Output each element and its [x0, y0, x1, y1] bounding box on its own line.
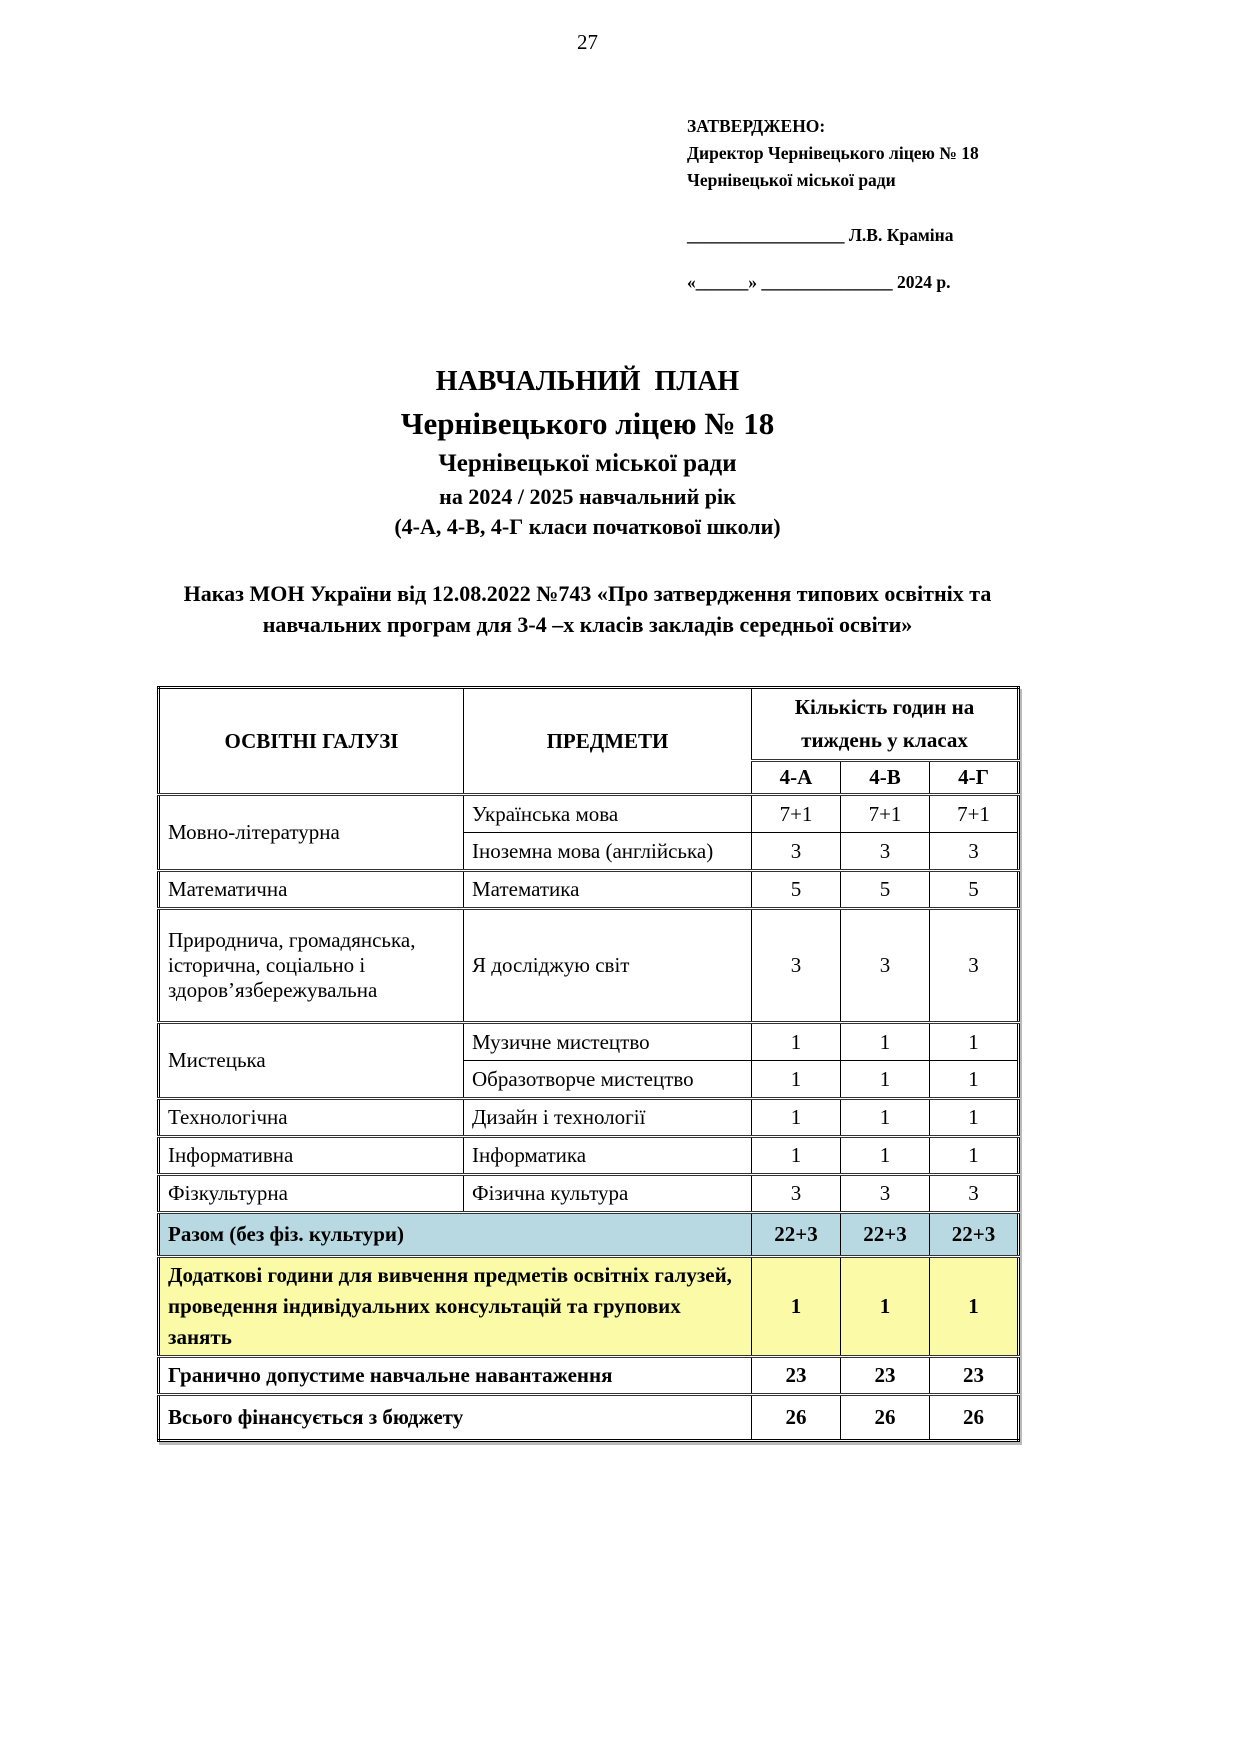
- total-row: [159, 1213, 1019, 1257]
- header-class-4b: 4-В: [841, 761, 930, 795]
- subject-cell: Українська мова: [464, 795, 752, 833]
- hours-cell: 3: [752, 1175, 841, 1213]
- subject-cell: Дизайн і технології: [464, 1099, 752, 1137]
- budget-total-cell: 26: [841, 1395, 930, 1441]
- total-hours-cell: 22+3: [930, 1213, 1019, 1257]
- subject-cell: Іноземна мова (англійська): [464, 833, 752, 871]
- hours-cell: 1: [752, 1023, 841, 1061]
- header-subjects: ПРЕДМЕТИ: [464, 688, 752, 795]
- hours-cell: 5: [752, 871, 841, 909]
- hours-cell: 1: [841, 1137, 930, 1175]
- title-block: [157, 366, 1018, 540]
- approval-block: [687, 113, 1018, 296]
- hours-cell: 1: [752, 1061, 841, 1099]
- total-hours-cell: 22+3: [752, 1213, 841, 1257]
- hours-cell: 3: [930, 833, 1019, 871]
- approval-council-line: Чернівецької міської ради: [687, 170, 896, 190]
- budget-total-row: [159, 1395, 1019, 1441]
- area-cell: Технологічна: [159, 1099, 464, 1137]
- hours-cell: 3: [930, 909, 1019, 1023]
- area-cell: Природнича, громадянська, історична, соціально і здоров’язбережувальна: [159, 909, 464, 1023]
- area-cell: Мовно-літературна: [159, 795, 464, 871]
- hours-cell: 7+1: [930, 795, 1019, 833]
- hours-cell: 7+1: [841, 795, 930, 833]
- subject-cell: Образотворче мистецтво: [464, 1061, 752, 1099]
- hours-cell: 3: [752, 909, 841, 1023]
- curriculum-table: [157, 686, 1020, 1442]
- document-title: НАВЧАЛЬНИЙ ПЛАН: [435, 366, 740, 397]
- school-name: Чернівецького ліцею № 18: [400, 406, 775, 441]
- area-cell: Математична: [159, 871, 464, 909]
- area-cell: Фізкультурна: [159, 1175, 464, 1213]
- hours-cell: 3: [752, 833, 841, 871]
- budget-total-cell: 26: [752, 1395, 841, 1441]
- additional-hours-label: Додаткові години для вивчення предметів освітніх галузей, проведення індивідуальних консультацій та групових занять: [159, 1257, 752, 1357]
- ministry-order-note: Наказ МОН України від 12.08.2022 №743 «Про затвердження типових освітніх та навчальних програм для 3-4 –х класів закладів середньої освіти»: [183, 581, 992, 637]
- subject-cell: Музичне мистецтво: [464, 1023, 752, 1061]
- area-cell: Інформативна: [159, 1137, 464, 1175]
- page-number: 27: [577, 30, 598, 54]
- hours-cell: 7+1: [752, 795, 841, 833]
- max-load-cell: 23: [841, 1357, 930, 1395]
- hours-cell: 1: [752, 1137, 841, 1175]
- hours-cell: 1: [841, 1061, 930, 1099]
- approval-director-line: Директор Чернівецького ліцею № 18: [687, 143, 979, 163]
- total-hours-cell: 22+3: [841, 1213, 930, 1257]
- approval-title: ЗАТВЕРДЖЕНО:: [687, 116, 826, 136]
- budget-total-label: Всього фінансується з бюджету: [159, 1395, 752, 1441]
- max-load-label: Гранично допустиме навчальне навантаження: [159, 1357, 752, 1395]
- max-load-cell: 23: [752, 1357, 841, 1395]
- subject-cell: Фізична культура: [464, 1175, 752, 1213]
- max-load-row: [159, 1357, 1019, 1395]
- header-class-4a: 4-А: [752, 761, 841, 795]
- header-class-4g: 4-Г: [930, 761, 1019, 795]
- classes-scope: (4-А, 4-В, 4-Г класи початкової школи): [394, 514, 781, 539]
- additional-hours-cell: 1: [841, 1257, 930, 1357]
- hours-cell: 1: [930, 1099, 1019, 1137]
- hours-cell: 1: [930, 1137, 1019, 1175]
- hours-cell: 3: [841, 833, 930, 871]
- total-label: Разом (без фіз. культури): [159, 1213, 752, 1257]
- max-load-cell: 23: [930, 1357, 1019, 1395]
- budget-total-cell: 26: [930, 1395, 1019, 1441]
- council-name: Чернівецької міської ради: [438, 450, 737, 477]
- hours-cell: 3: [930, 1175, 1019, 1213]
- hours-cell: 1: [841, 1099, 930, 1137]
- subject-cell: Інформатика: [464, 1137, 752, 1175]
- hours-cell: 1: [841, 1023, 930, 1061]
- header-hours-per-week: Кількість годин на тиждень у класах: [752, 688, 1019, 761]
- hours-cell: 5: [841, 871, 930, 909]
- subject-cell: Я досліджую світ: [464, 909, 752, 1023]
- school-year: на 2024 / 2025 навчальний рік: [439, 484, 736, 509]
- hours-cell: 3: [841, 909, 930, 1023]
- header-educational-areas: ОСВІТНІ ГАЛУЗІ: [159, 688, 464, 795]
- hours-cell: 1: [930, 1061, 1019, 1099]
- area-cell: Мистецька: [159, 1023, 464, 1099]
- hours-cell: 3: [841, 1175, 930, 1213]
- hours-cell: 1: [752, 1099, 841, 1137]
- content-area: [157, 30, 1018, 1442]
- additional-hours-row: [159, 1257, 1019, 1357]
- approval-date-line: «______» _______________ 2024 р.: [687, 272, 951, 292]
- additional-hours-cell: 1: [930, 1257, 1019, 1357]
- hours-cell: 5: [930, 871, 1019, 909]
- additional-hours-cell: 1: [752, 1257, 841, 1357]
- hours-cell: 1: [930, 1023, 1019, 1061]
- subject-cell: Математика: [464, 871, 752, 909]
- approval-signature-line: __________________ Л.В. Краміна: [687, 225, 954, 245]
